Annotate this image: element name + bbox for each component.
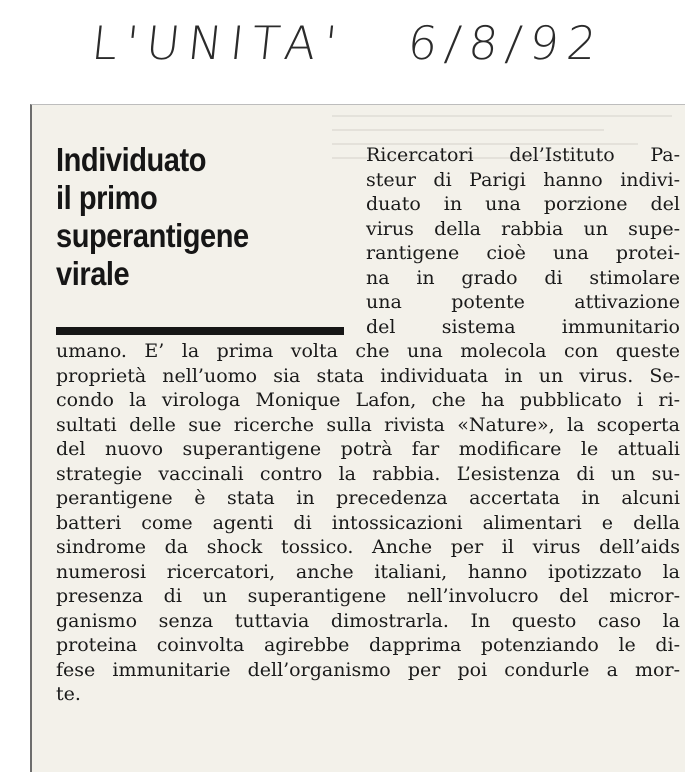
- text-line: na in grado di stimolare: [366, 266, 680, 289]
- article-headline: [56, 141, 320, 293]
- text-line: Ricercatori del’Istituto Pa-: [366, 144, 680, 166]
- headline-rule: [56, 327, 344, 335]
- text-line: perantigene è stata in precedenza accertata in alcuni: [56, 487, 680, 509]
- text-line: condo la virologa Monique Lafon, che ha pubblicato i ri-: [56, 389, 680, 411]
- text-line: umano. E’ la prima volta che una molecola con queste: [56, 340, 680, 362]
- text-line: te.: [56, 683, 81, 705]
- text-line: una potente attivazione: [366, 291, 680, 313]
- text-line: rantigene cioè una protei-: [366, 242, 680, 264]
- text-line: proprietà nell’uomo sia stata individuata in un virus. Se-: [56, 364, 680, 387]
- text-line: proteina coinvolta agirebbe dapprima potenziando le di-: [56, 634, 680, 656]
- text-line: fese immunitarie dell’organismo per poi condurle a mor-: [56, 658, 680, 681]
- text-line: strategie vaccinali contro la rabbia. L’esistenza di un su-: [56, 462, 680, 485]
- headline-line: il primo: [56, 179, 158, 216]
- headline-line: virale: [56, 255, 130, 292]
- handwritten-source-note: L'UNITA': [89, 16, 348, 70]
- headline-line: Individuato: [56, 141, 207, 178]
- article-column-text: [366, 143, 680, 339]
- text-line: del nuovo superantigene potrà far modificare le attuali: [56, 438, 680, 460]
- text-line: del sistema immunitario: [366, 315, 680, 338]
- headline-line: superantigene: [56, 217, 249, 254]
- text-line: numerosi ricercatori, anche italiani, hanno ipotizzato la: [56, 560, 680, 583]
- text-line: ganismo senza tuttavia dimostrarla. In questo caso la: [56, 609, 680, 632]
- handwritten-date-note: 6/8/92: [405, 16, 607, 70]
- text-line: batteri come agenti di intossicazioni alimentari e della: [56, 511, 680, 534]
- text-line: sultati delle sue ricerche sulla rivista «Nature», la scoperta: [56, 413, 680, 436]
- text-line: sindrome da shock tossico. Anche per il virus dell’aids: [56, 536, 680, 558]
- text-line: duato in una porzione del: [366, 193, 680, 215]
- text-line: presenza di un superantigene nell’involucro del micror-: [56, 585, 680, 607]
- newspaper-clipping: [30, 104, 685, 772]
- text-line: virus della rabbia un supe-: [366, 217, 680, 240]
- article-body-text: [56, 339, 680, 707]
- text-line: steur di Parigi hanno indivi-: [366, 168, 680, 191]
